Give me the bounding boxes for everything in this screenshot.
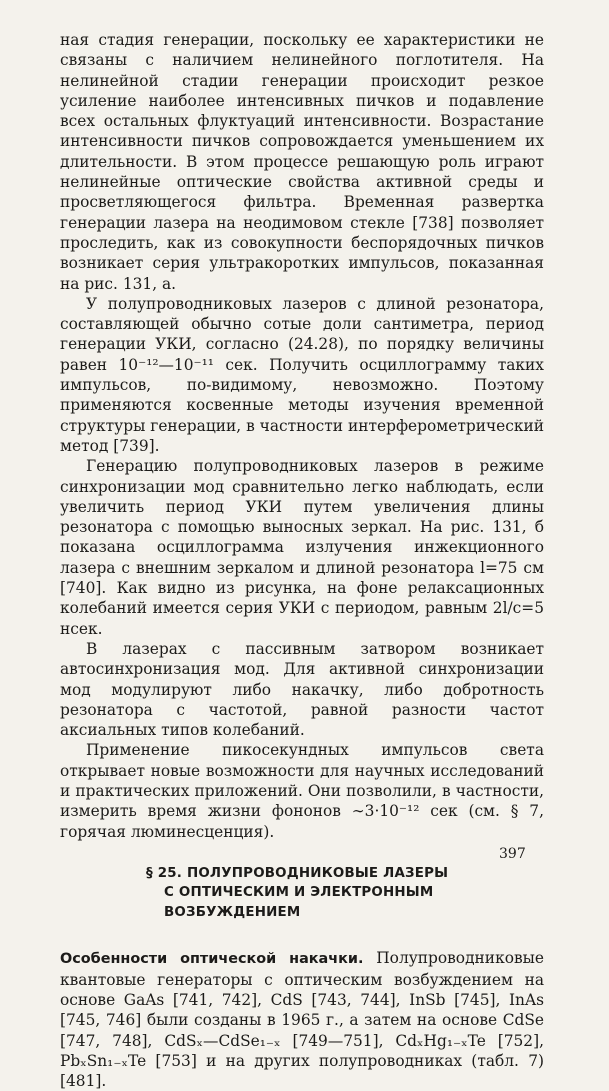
paragraph-optical-pumping-text: Полупроводниковые квантовые генераторы с оптическим возбуждением на основе GaAs [741, 742], CdS [743, 744], InSb [745], InAs [745, 746] были созданы в 1965 г., а затем на основе CdSe [747, 748], CdSₓ—CdSe₁₋ₓ [749—751], CdₓHg₁₋ₓTe [752], PbₓSn₁₋ₓTe [753] и на других полупроводниках (табл. 7) [481]. bbox=[60, 949, 544, 1091]
paragraph-4: В лазерах с пассивным затвором возникает автосинхронизация мод. Для активной синхронизации мод модулируют либо накачку, либо добротность резонатора с частотой, равной разности частот аксиальных типов колебаний. bbox=[60, 639, 544, 740]
section-heading-line-1: § 25. ПОЛУПРОВОДНИКОВЫЕ ЛАЗЕРЫ bbox=[146, 865, 449, 881]
page-number: 397 bbox=[499, 846, 526, 862]
section-heading-line-3: ВОЗБУЖДЕНИЕМ bbox=[164, 904, 301, 920]
paragraph-optical-pumping bbox=[60, 948, 544, 1091]
paragraph-5: Применение пикосекундных импульсов света открывает новые возможности для научных исследований и практических приложений. Они позволили, в частности, измерить время жизни фононов ∼3·10⁻¹² сек (см. § 7, горячая люминесценция). bbox=[60, 741, 544, 841]
section-heading-line-2: С ОПТИЧЕСКИМ И ЭЛЕКТРОННЫМ bbox=[164, 885, 434, 901]
page-body bbox=[60, 30, 544, 1091]
paragraph-1: ная стадия генерации, поскольку ее характеристики не связаны с наличием нелинейного поглотителя. На нелинейной стадии генерации происходит резкое усиление наиболее интенсивных пичков и подавление всех остальных флуктуаций интенсивности. Возрастание интенсивности пичков сопровождается уменьшением их длительности. В этом процессе решающую роль играют нелинейные оптические свойства активной среды и просветляющегося фильтра. Временная развертка генерации лазера на неодимовом стекле [738] позволяет проследить, как из совокупности беспорядочных пичков возникает серия ультракоротких импульсов, показанная на рис. 131, а. bbox=[60, 31, 544, 293]
paragraph-2: У полупроводниковых лазеров с длиной резонатора, составляющей обычно сотые доли сантиметра, период генерации УКИ, согласно (24.28), по порядку величины равен 10⁻¹²—10⁻¹¹ сек. Получить осциллограмму таких импульсов, по-видимому, невозможно. Поэтому применяются косвенные методы изучения временной структуры генерации, в частности интерферометрический метод [739]. bbox=[60, 294, 544, 455]
runin-heading: Особенности оптической накачки. bbox=[60, 951, 364, 968]
paragraph-3: Генерацию полупроводниковых лазеров в режиме синхронизации мод сравнительно легко наблюдать, если увеличить период УКИ путем увеличения длины резонатора с помощью выносных зеркал. На рис. 131, б показана осциллограмма излучения инжекционного лазера с внешним зеркалом и длиной резонатора l=75 см [740]. Как видно из рисунка, на фоне релаксационных колебаний имеется серия УКИ с периодом, равным 2l/c=5 нсек. bbox=[60, 457, 544, 638]
section-heading bbox=[146, 864, 544, 923]
